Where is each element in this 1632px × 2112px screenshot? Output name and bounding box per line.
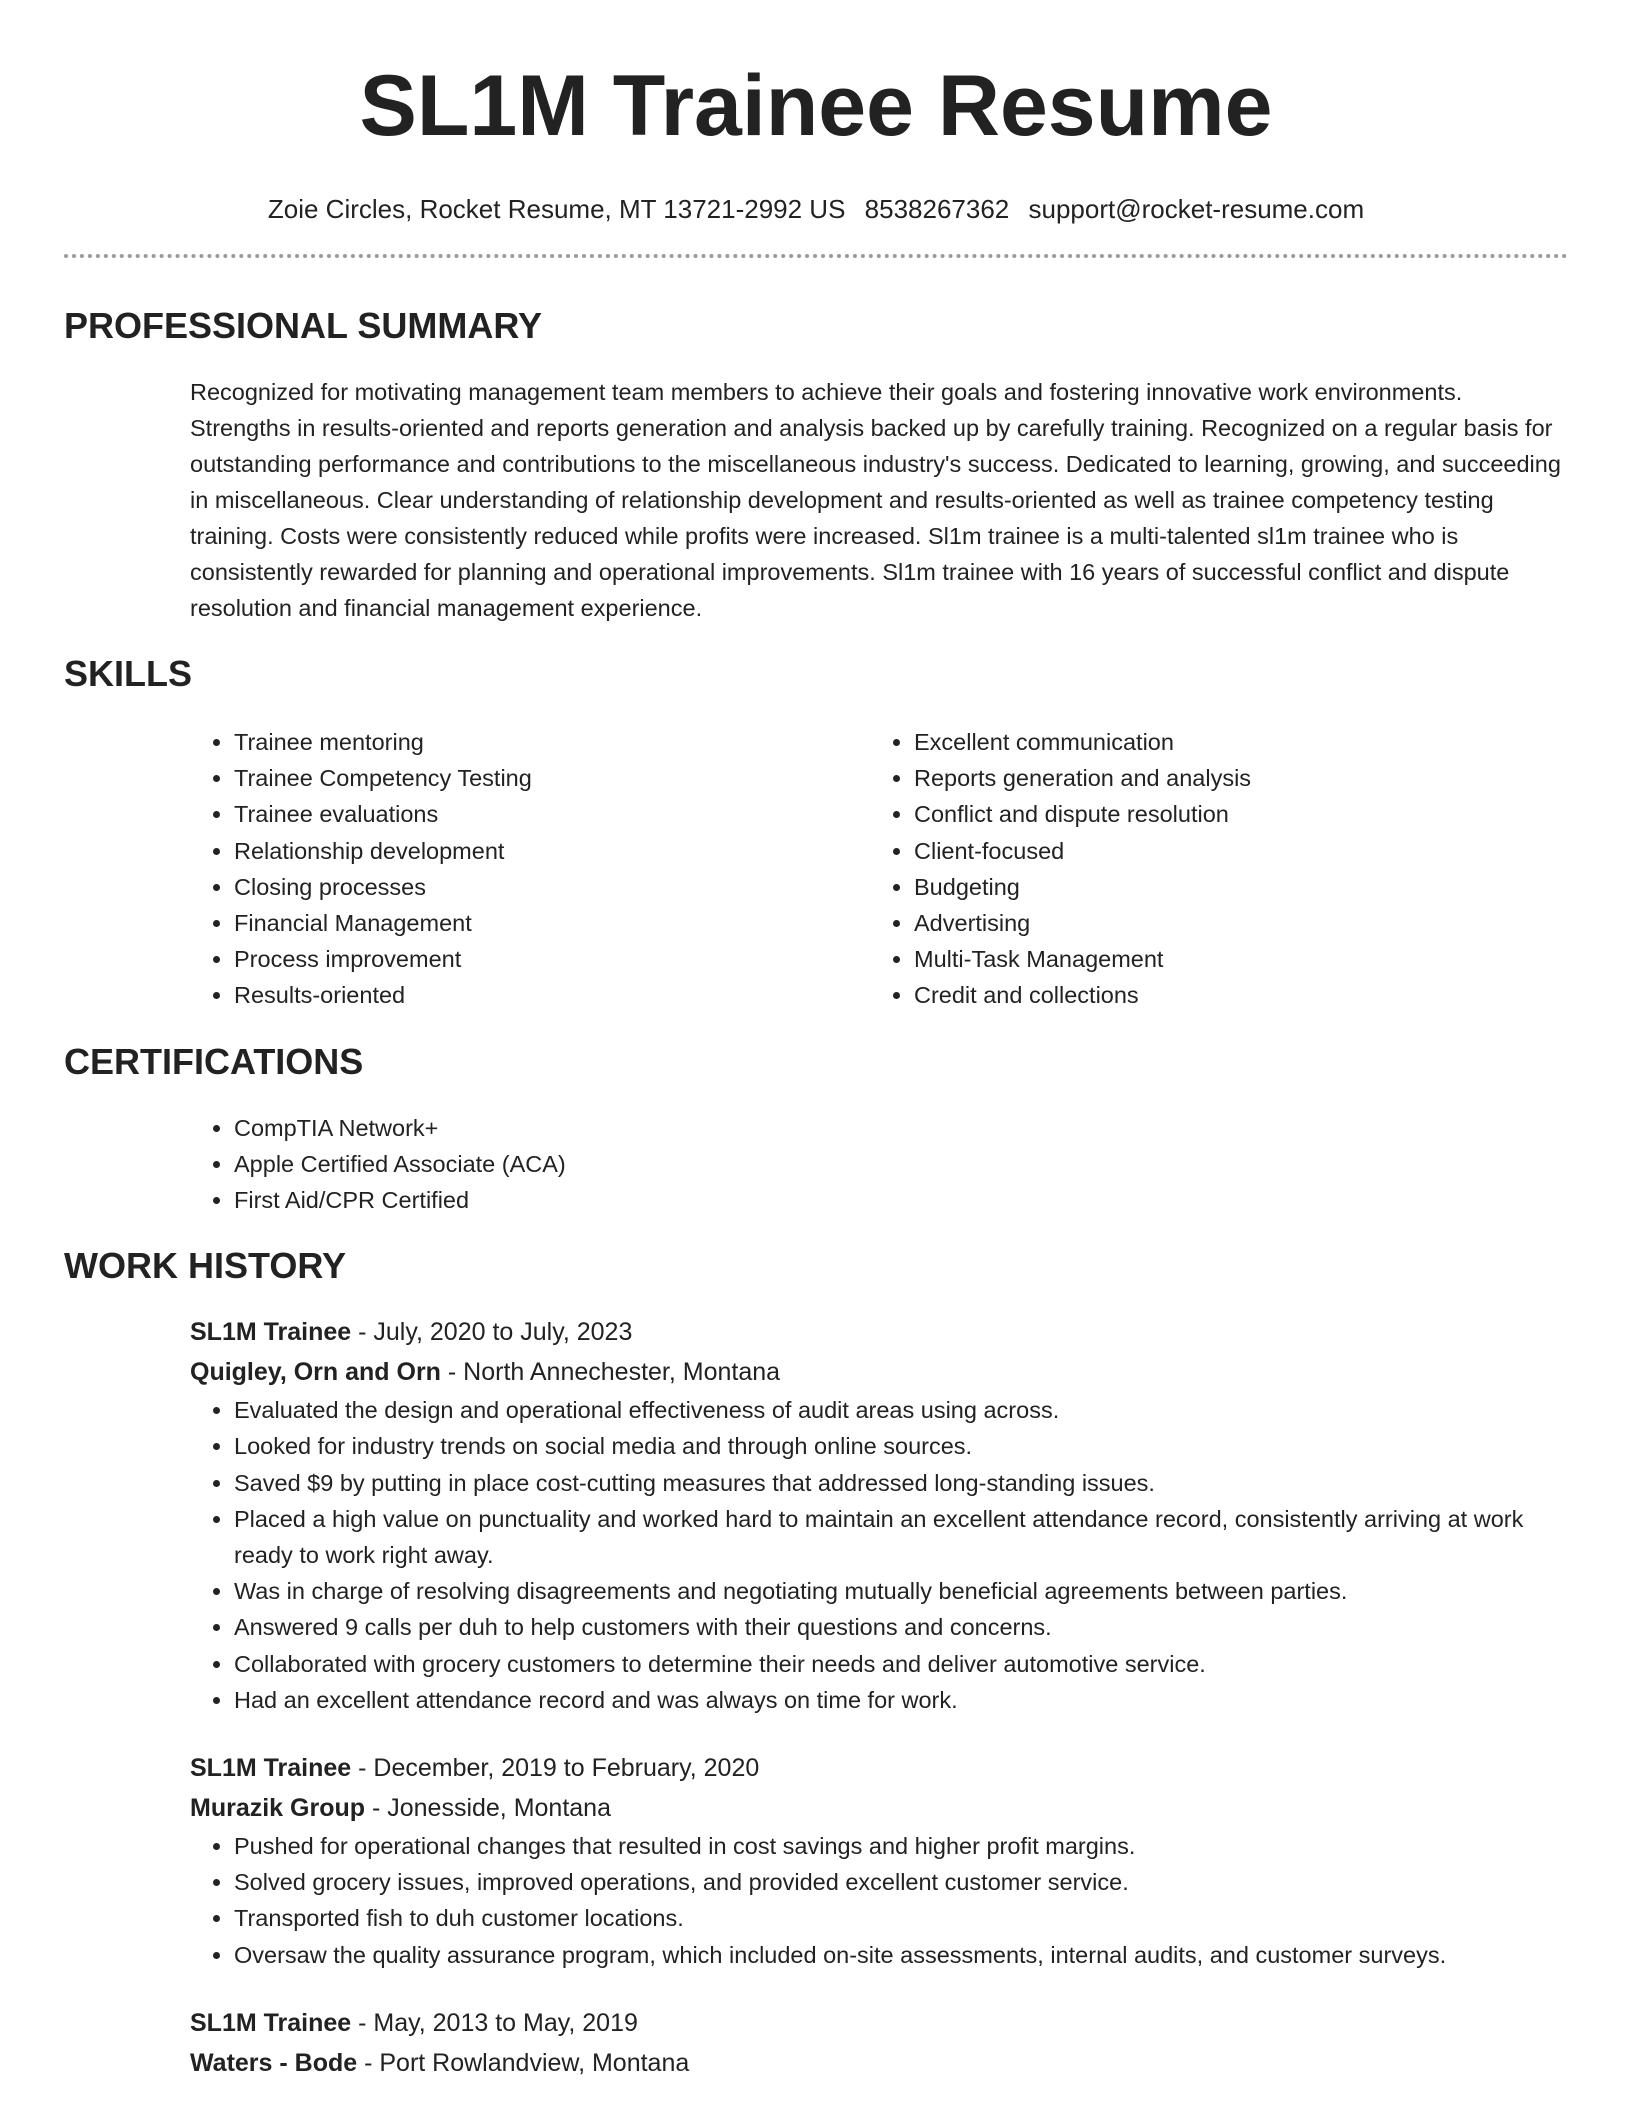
skill-item: • Trainee mentoring — [234, 724, 870, 760]
certification-item: • Apple Certified Associate (ACA) — [234, 1146, 1568, 1182]
summary-section — [64, 304, 1568, 626]
contact-phone: 8538267362 — [864, 194, 1010, 224]
skill-item: • Trainee evaluations — [234, 796, 870, 832]
job-company-line — [190, 2043, 1568, 2083]
job-duty: • Placed a high value on punctuality and worked hard to maintain an excellent attendance record, consistently arriving at work ready to work right away. — [234, 1501, 1568, 1573]
job-duty: • Transported fish to duh customer locations. — [234, 1900, 1568, 1936]
job-duty: • Evaluated the design and operational effectiveness of audit areas using across. — [234, 1392, 1568, 1428]
job-duty: • Saved $9 by putting in place cost-cutting measures that addressed long-standing issues. — [234, 1465, 1568, 1501]
summary-heading: PROFESSIONAL SUMMARY — [64, 305, 543, 346]
contact-line — [64, 192, 1568, 226]
skills-columns — [190, 724, 1568, 1014]
skills-section — [64, 652, 1568, 1014]
job-role: SL1M Trainee — [190, 2008, 352, 2037]
skill-item: • Closing processes — [234, 869, 870, 905]
job-duty: • Was in charge of resolving disagreements and negotiating mutually beneficial agreements between parties. — [234, 1573, 1568, 1609]
job-location: - Jonesside, Montana — [365, 1794, 611, 1823]
job-company-line — [190, 1788, 1568, 1828]
job-dates: - July, 2020 to July, 2023 — [351, 1318, 633, 1347]
job-dates: - December, 2019 to February, 2020 — [351, 1754, 760, 1783]
job-entry — [190, 2003, 1568, 2083]
job-location: - North Annechester, Montana — [440, 1358, 781, 1387]
job-company-line — [190, 1352, 1568, 1392]
skill-item: • Multi-Task Management — [914, 941, 1550, 977]
skill-item: • Credit and collections — [914, 977, 1550, 1013]
certifications-list-wrap — [190, 1110, 1568, 1219]
certifications-list — [190, 1110, 1568, 1219]
skills-list-right — [870, 724, 1550, 1014]
job-location: - Port Rowlandview, Montana — [357, 2048, 690, 2077]
skills-column-right — [870, 724, 1550, 1014]
job-duties-list — [190, 1828, 1568, 1973]
job-duty: • Pushed for operational changes that resulted in cost savings and higher profit margins. — [234, 1828, 1568, 1864]
job-duty: • Answered 9 calls per duh to help customers with their questions and concerns. — [234, 1609, 1568, 1645]
skill-item: • Budgeting — [914, 869, 1550, 905]
job-role: SL1M Trainee — [190, 1318, 352, 1347]
resume-title: SL1M Trainee Resume — [359, 58, 1273, 154]
skills-column-left — [190, 724, 870, 1014]
job-duty: • Solved grocery issues, improved operations, and provided excellent customer service. — [234, 1864, 1568, 1900]
job-dates: - May, 2013 to May, 2019 — [351, 2008, 638, 2037]
skills-list-left — [190, 724, 870, 1014]
skill-item: • Excellent communication — [914, 724, 1550, 760]
job-duty: • Collaborated with grocery customers to determine their needs and deliver automotive service. — [234, 1646, 1568, 1682]
skill-item: • Results-oriented — [234, 977, 870, 1013]
work-history-heading: WORK HISTORY — [64, 1245, 347, 1287]
skill-item: • Relationship development — [234, 833, 870, 869]
job-role: SL1M Trainee — [190, 1754, 352, 1783]
skill-item: • Advertising — [914, 905, 1550, 941]
certification-item: • First Aid/CPR Certified — [234, 1182, 1568, 1218]
work-history-section — [64, 1244, 1568, 2083]
certifications-heading: CERTIFICATIONS — [64, 1040, 364, 1082]
job-title-line — [190, 2003, 1568, 2043]
skill-item: • Process improvement — [234, 941, 870, 977]
contact-email: support@rocket-resume.com — [1028, 194, 1365, 224]
job-title-line — [190, 1312, 1568, 1352]
skill-item: • Conflict and dispute resolution — [914, 796, 1550, 832]
job-company: Quigley, Orn and Orn — [190, 1358, 441, 1387]
skill-item: • Client-focused — [914, 833, 1550, 869]
certification-item: • CompTIA Network+ — [234, 1110, 1568, 1146]
job-duty: • Had an excellent attendance record and was always on time for work. — [234, 1682, 1568, 1718]
summary-text: Recognized for motivating management team members to achieve their goals and fostering innovative work environments. Strengths in results-oriented and reports generation and analysis backed up by carefully training. Recognized on a regular basis for outstanding performance and contributions to the miscellaneous industry's success. Dedicated to learning, growing, and succeeding in miscellaneous. Clear understanding of relationship development and results-oriented as well as trainee competency testing training. Costs were consistently reduced while profits were increased. Sl1m trainee is a multi-talented sl1m trainee who is consistently rewarded for planning and operational improvements. Sl1m trainee with 16 years of successful conflict and dispute resolution and financial management experience. — [190, 379, 1561, 621]
certifications-section — [64, 1040, 1568, 1219]
job-company: Murazik Group — [190, 1794, 366, 1823]
header-divider — [64, 254, 1568, 258]
skill-item: • Financial Management — [234, 905, 870, 941]
skills-heading: SKILLS — [64, 653, 193, 694]
job-company: Waters - Bode — [190, 2048, 358, 2077]
job-duty: • Oversaw the quality assurance program, which included on-site assessments, internal audits, and customer surveys. — [234, 1937, 1568, 1973]
job-entry — [190, 1312, 1568, 1718]
job-title-line — [190, 1748, 1568, 1788]
skill-item: • Reports generation and analysis — [914, 760, 1550, 796]
job-duties-list — [190, 1392, 1568, 1718]
job-entry — [190, 1748, 1568, 1973]
job-duty: • Looked for industry trends on social media and through online sources. — [234, 1428, 1568, 1464]
skill-item: • Trainee Competency Testing — [234, 760, 870, 796]
contact-address: Zoie Circles, Rocket Resume, MT 13721-2992 US — [267, 194, 846, 224]
